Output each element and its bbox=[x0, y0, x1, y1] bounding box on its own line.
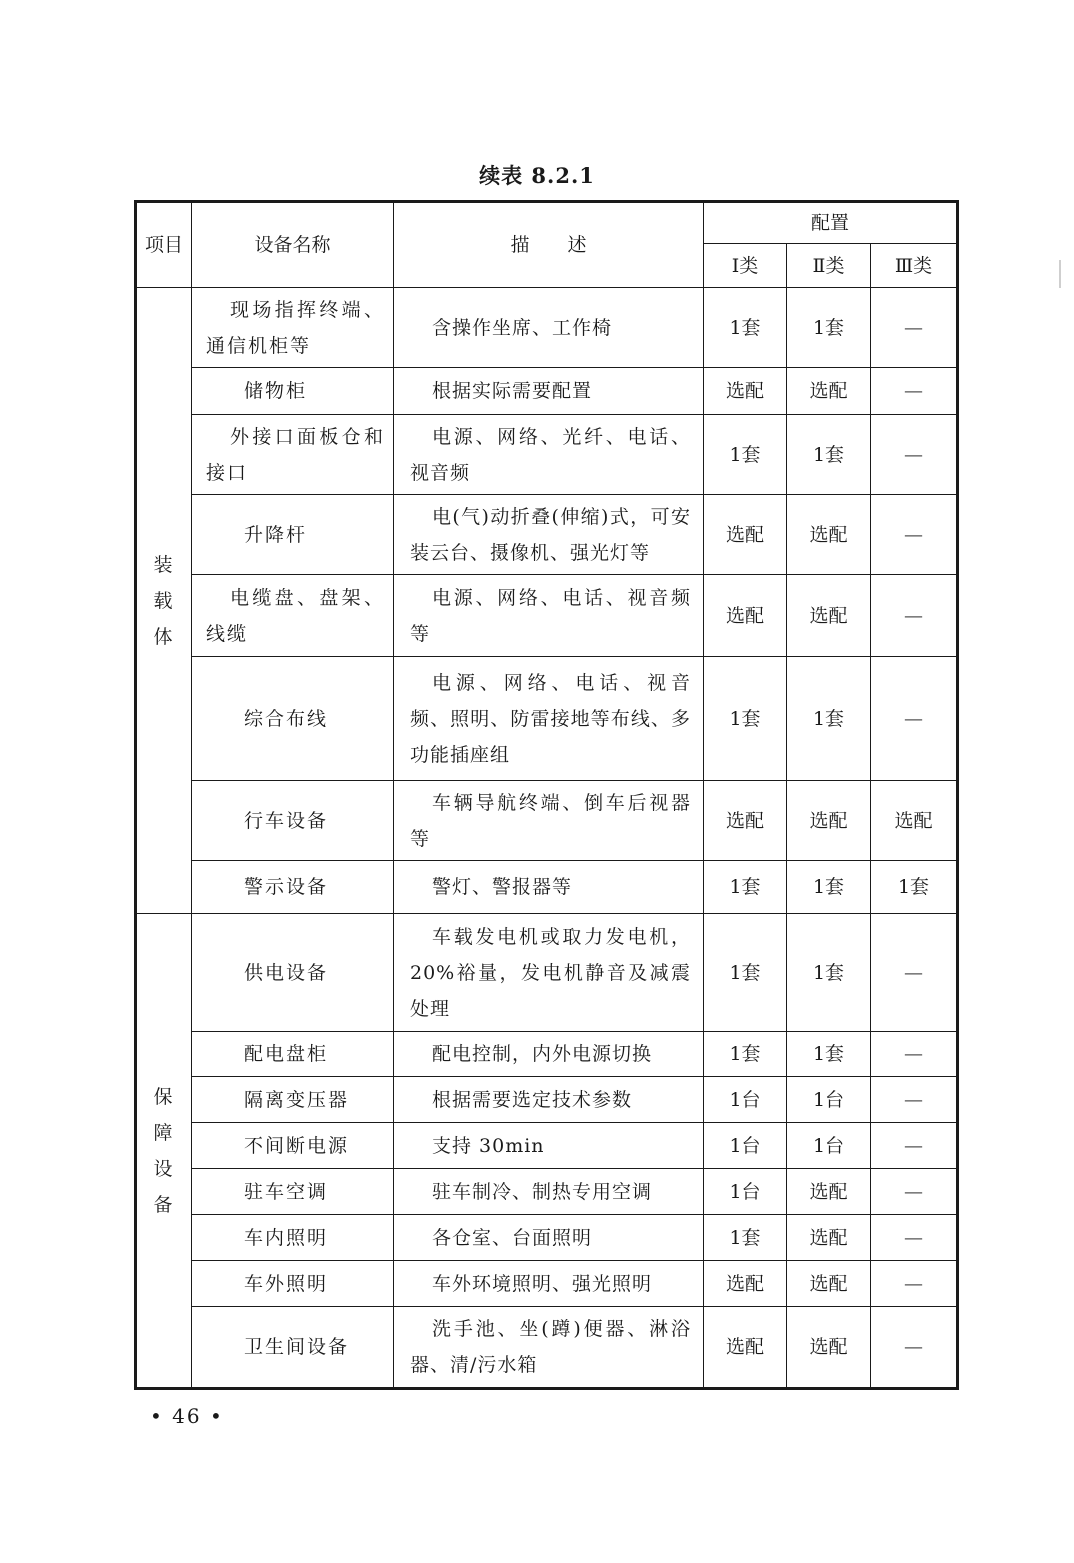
device-description: 警灯、警报器等 bbox=[394, 861, 704, 914]
class-1-value: 选配 bbox=[704, 575, 787, 657]
class-1-value: 1台 bbox=[704, 1123, 787, 1169]
class-3-value: 1套 bbox=[871, 861, 958, 914]
class-3-value: — bbox=[871, 415, 958, 495]
device-name: 卫生间设备 bbox=[192, 1307, 394, 1389]
device-name: 驻车空调 bbox=[192, 1169, 394, 1215]
device-description: 根据需要选定技术参数 bbox=[394, 1077, 704, 1123]
table-row bbox=[136, 1169, 958, 1215]
table-row bbox=[136, 575, 958, 657]
table-row bbox=[136, 781, 958, 861]
class-2-value: 选配 bbox=[787, 781, 871, 861]
header-project: 项目 bbox=[136, 202, 192, 288]
class-1-value: 选配 bbox=[704, 1261, 787, 1307]
header-class-1: Ⅰ类 bbox=[704, 244, 787, 288]
class-1-value: 1套 bbox=[704, 861, 787, 914]
class-1-value: 1套 bbox=[704, 1215, 787, 1261]
device-description: 电源、网络、光纤、电话、视音频 bbox=[394, 415, 704, 495]
class-3-value: — bbox=[871, 288, 958, 368]
table-row bbox=[136, 1123, 958, 1169]
table-row bbox=[136, 1032, 958, 1077]
class-2-value: 1台 bbox=[787, 1123, 871, 1169]
device-description: 车外环境照明、强光照明 bbox=[394, 1261, 704, 1307]
margin-mark bbox=[1059, 260, 1061, 288]
class-2-value: 1套 bbox=[787, 914, 871, 1032]
header-config: 配置 bbox=[704, 202, 958, 244]
device-name: 现场指挥终端、通信机柜等 bbox=[192, 288, 394, 368]
table-row bbox=[136, 495, 958, 575]
class-3-value: 选配 bbox=[871, 781, 958, 861]
table-row bbox=[136, 368, 958, 415]
class-3-value: — bbox=[871, 1307, 958, 1389]
class-1-value: 1套 bbox=[704, 1032, 787, 1077]
table-title: 续表 8.2.1 bbox=[479, 163, 595, 188]
header-device-name: 设备名称 bbox=[192, 202, 394, 288]
class-1-value: 选配 bbox=[704, 368, 787, 415]
device-name: 隔离变压器 bbox=[192, 1077, 394, 1123]
class-3-value: — bbox=[871, 1215, 958, 1261]
table-row bbox=[136, 1077, 958, 1123]
header-class-2: Ⅱ类 bbox=[787, 244, 871, 288]
class-3-value: — bbox=[871, 1032, 958, 1077]
device-name: 电缆盘、盘架、线缆 bbox=[192, 575, 394, 657]
class-1-value: 1套 bbox=[704, 657, 787, 781]
device-description: 根据实际需要配置 bbox=[394, 368, 704, 415]
table-row bbox=[136, 914, 958, 1032]
device-description: 配电控制，内外电源切换 bbox=[394, 1032, 704, 1077]
device-name: 不间断电源 bbox=[192, 1123, 394, 1169]
table-row bbox=[136, 1307, 958, 1389]
class-1-value: 1套 bbox=[704, 415, 787, 495]
device-description: 电源、网络、电话、视音频、照明、防雷接地等布线、多功能插座组 bbox=[394, 657, 704, 781]
device-name: 配电盘柜 bbox=[192, 1032, 394, 1077]
device-description: 含操作坐席、工作椅 bbox=[394, 288, 704, 368]
header-description: 描 述 bbox=[394, 202, 704, 288]
group-label: 装载体 bbox=[136, 288, 192, 914]
table-row bbox=[136, 1215, 958, 1261]
table-row bbox=[136, 415, 958, 495]
class-2-value: 选配 bbox=[787, 368, 871, 415]
class-1-value: 1台 bbox=[704, 1077, 787, 1123]
class-2-value: 选配 bbox=[787, 575, 871, 657]
device-name: 车内照明 bbox=[192, 1215, 394, 1261]
class-3-value: — bbox=[871, 1123, 958, 1169]
class-2-value: 1套 bbox=[787, 861, 871, 914]
class-2-value: 选配 bbox=[787, 1261, 871, 1307]
device-name: 升降杆 bbox=[192, 495, 394, 575]
class-3-value: — bbox=[871, 1077, 958, 1123]
class-3-value: — bbox=[871, 914, 958, 1032]
device-description: 电源、网络、电话、视音频等 bbox=[394, 575, 704, 657]
class-2-value: 1套 bbox=[787, 1032, 871, 1077]
device-description: 车载发电机或取力发电机，20%裕量，发电机静音及减震处理 bbox=[394, 914, 704, 1032]
class-3-value: — bbox=[871, 657, 958, 781]
page-number: • 46 • bbox=[150, 1404, 224, 1428]
class-2-value: 选配 bbox=[787, 1307, 871, 1389]
class-2-value: 选配 bbox=[787, 1169, 871, 1215]
device-description: 各仓室、台面照明 bbox=[394, 1215, 704, 1261]
device-description: 洗手池、坐(蹲)便器、淋浴器、清/污水箱 bbox=[394, 1307, 704, 1389]
class-1-value: 选配 bbox=[704, 1307, 787, 1389]
device-name: 车外照明 bbox=[192, 1261, 394, 1307]
table-row bbox=[136, 861, 958, 914]
device-name: 警示设备 bbox=[192, 861, 394, 914]
device-name: 供电设备 bbox=[192, 914, 394, 1032]
class-2-value: 选配 bbox=[787, 495, 871, 575]
device-description: 车辆导航终端、倒车后视器等 bbox=[394, 781, 704, 861]
class-2-value: 1套 bbox=[787, 288, 871, 368]
equipment-config-table bbox=[134, 200, 959, 1390]
device-description: 支持 30min bbox=[394, 1123, 704, 1169]
class-1-value: 选配 bbox=[704, 495, 787, 575]
class-1-value: 1台 bbox=[704, 1169, 787, 1215]
device-name: 储物柜 bbox=[192, 368, 394, 415]
class-1-value: 1套 bbox=[704, 914, 787, 1032]
class-3-value: — bbox=[871, 495, 958, 575]
device-name: 综合布线 bbox=[192, 657, 394, 781]
table-row bbox=[136, 1261, 958, 1307]
device-description: 驻车制冷、制热专用空调 bbox=[394, 1169, 704, 1215]
group-label: 保障设备 bbox=[136, 914, 192, 1389]
device-name: 行车设备 bbox=[192, 781, 394, 861]
table-row bbox=[136, 657, 958, 781]
class-1-value: 选配 bbox=[704, 781, 787, 861]
device-description: 电(气)动折叠(伸缩)式，可安装云台、摄像机、强光灯等 bbox=[394, 495, 704, 575]
class-2-value: 1台 bbox=[787, 1077, 871, 1123]
device-name: 外接口面板仓和接口 bbox=[192, 415, 394, 495]
table-row bbox=[136, 288, 958, 368]
class-3-value: — bbox=[871, 1169, 958, 1215]
header-class-3: Ⅲ类 bbox=[871, 244, 958, 288]
class-2-value: 选配 bbox=[787, 1215, 871, 1261]
class-3-value: — bbox=[871, 1261, 958, 1307]
class-3-value: — bbox=[871, 368, 958, 415]
class-1-value: 1套 bbox=[704, 288, 787, 368]
class-2-value: 1套 bbox=[787, 415, 871, 495]
class-2-value: 1套 bbox=[787, 657, 871, 781]
class-3-value: — bbox=[871, 575, 958, 657]
